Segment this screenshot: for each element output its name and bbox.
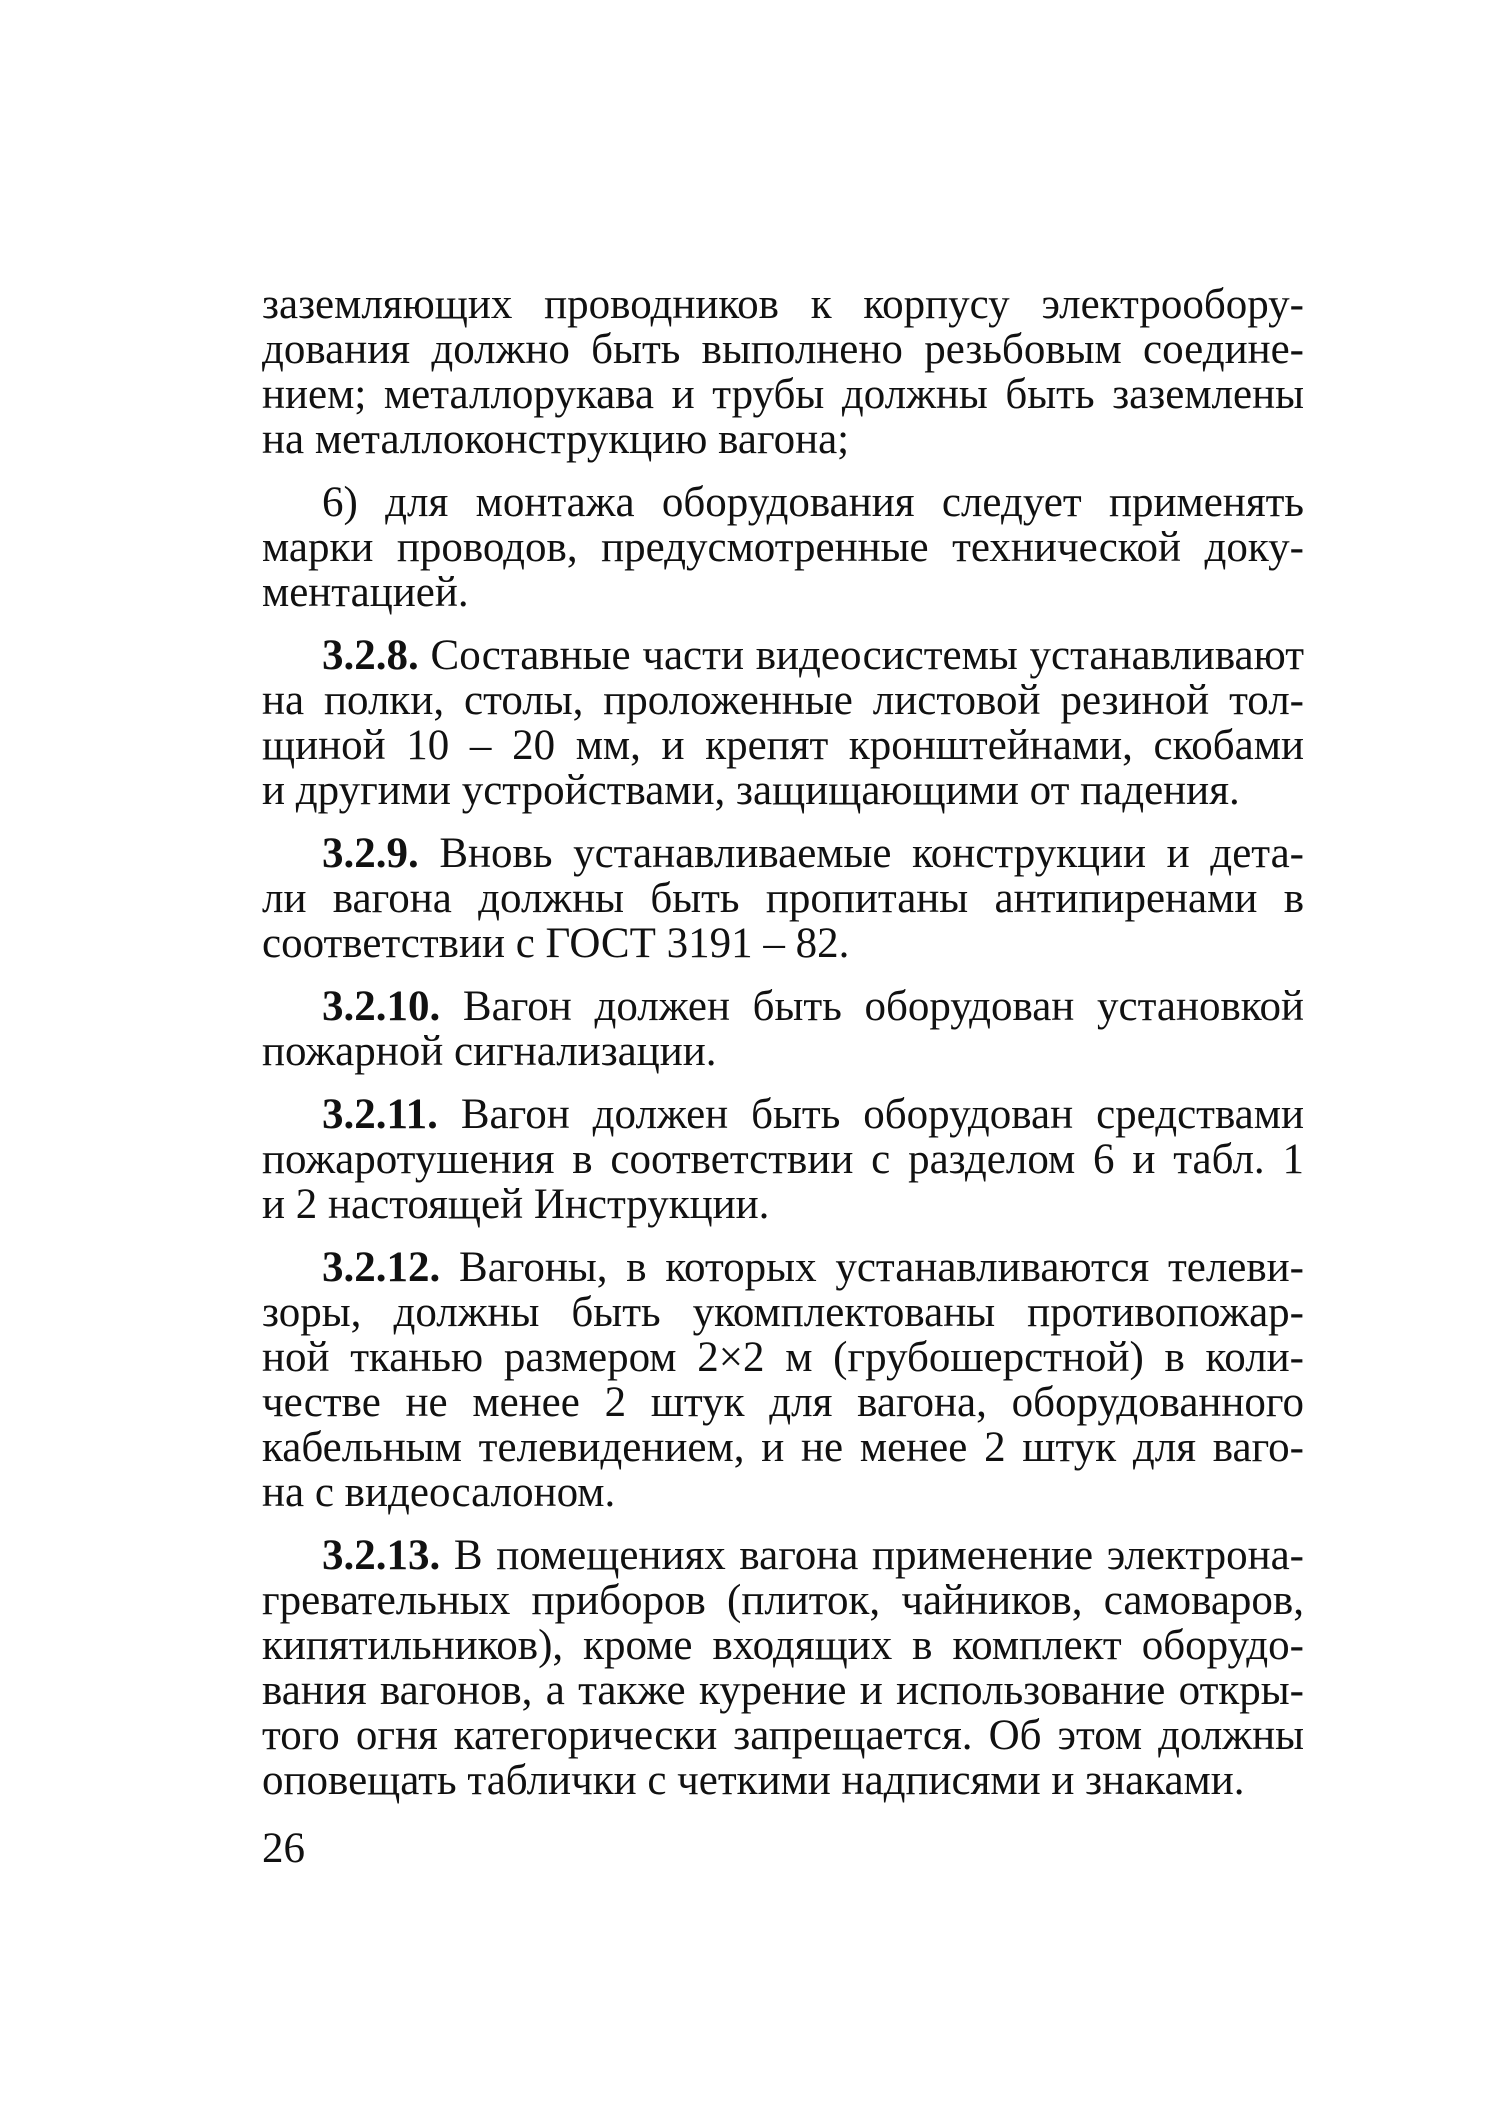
clause-number: 3.2.8. <box>322 632 419 679</box>
paragraph-continuation <box>262 282 1304 462</box>
clause-3-2-8 <box>262 633 1304 813</box>
clause-text: Вагон должен быть оборудован установкой <box>440 983 1304 1030</box>
text-line: ли вагона должны быть пропитаны антипиренами в <box>262 875 1304 922</box>
text-line: пожарной сигнализации. <box>262 1028 717 1075</box>
clause-text: Вновь устанавливаемые конструкции и дета- <box>418 830 1304 877</box>
paragraph-item-6 <box>262 480 1304 615</box>
clause-3-2-9 <box>262 831 1304 966</box>
document-page <box>262 282 1304 1803</box>
text-line: ментацией. <box>262 569 469 616</box>
text-line: оповещать таблички с четкими надписями и знаками. <box>262 1757 1245 1804</box>
text-line <box>262 1092 1304 1137</box>
clause-text: Вагоны, в которых устанавливаются телеви- <box>440 1244 1304 1291</box>
clause-text: В помещениях вагона применение электрона- <box>440 1532 1304 1579</box>
clause-text: Составные части видеосистемы устанавливают <box>418 632 1304 679</box>
text-line: кипятильников), кроме входящих в комплект оборудо- <box>262 1622 1304 1669</box>
clause-number: 3.2.10. <box>322 983 441 1030</box>
text-line <box>262 1533 1304 1578</box>
text-line: марки проводов, предусмотренные технической доку- <box>262 524 1304 571</box>
text-line <box>262 984 1304 1029</box>
text-line: дования должно быть выполнено резьбовым соедине- <box>262 326 1304 373</box>
text-line: ной тканью размером 2×2 м (грубошерстной) в коли- <box>262 1334 1304 1381</box>
text-line: пожаротушения в соответствии с разделом 6 и табл. 1 <box>262 1136 1304 1183</box>
text-line <box>262 831 1304 876</box>
text-line: заземляющих проводников к корпусу электрообору- <box>262 281 1304 328</box>
clause-text: Вагон должен быть оборудован средствами <box>437 1091 1304 1138</box>
text-line: гревательных приборов (плиток, чайников, самоваров, <box>262 1577 1304 1624</box>
text-line: нием; металлорукава и трубы должны быть заземлены <box>262 371 1304 418</box>
text-line: щиной 10 – 20 мм, и крепят кронштейнами, скобами <box>262 722 1304 769</box>
page-number: 26 <box>262 1825 305 1872</box>
text-line: соответствии с ГОСТ 3191 – 82. <box>262 920 850 967</box>
text-line: того огня категорически запрещается. Об этом должны <box>262 1712 1304 1759</box>
clause-3-2-10 <box>262 984 1304 1074</box>
text-line: и другими устройствами, защищающими от падения. <box>262 767 1240 814</box>
clause-number: 3.2.11. <box>322 1091 438 1138</box>
clause-number: 3.2.12. <box>322 1244 441 1291</box>
text-line: на полки, столы, проложенные листовой резиной тол- <box>262 677 1304 724</box>
clause-number: 3.2.13. <box>322 1532 441 1579</box>
text-line: честве не менее 2 штук для вагона, оборудованного <box>262 1379 1304 1426</box>
clause-3-2-12 <box>262 1245 1304 1515</box>
text-line: вания вагонов, а также курение и использование откры- <box>262 1667 1304 1714</box>
text-line <box>262 633 1304 678</box>
text-line <box>262 1245 1304 1290</box>
clause-number: 3.2.9. <box>322 830 419 877</box>
text-line: на с видеосалоном. <box>262 1469 616 1516</box>
text-line: кабельным телевидением, и не менее 2 штук для ваго- <box>262 1424 1304 1471</box>
text-line: на металлоконструкцию вагона; <box>262 416 850 463</box>
text-line: и 2 настоящей Инструкции. <box>262 1181 770 1228</box>
clause-3-2-11 <box>262 1092 1304 1227</box>
text-line: зоры, должны быть укомплектованы противопожар- <box>262 1289 1304 1336</box>
clause-3-2-13 <box>262 1533 1304 1803</box>
text-line: 6) для монтажа оборудования следует применять <box>322 479 1304 526</box>
